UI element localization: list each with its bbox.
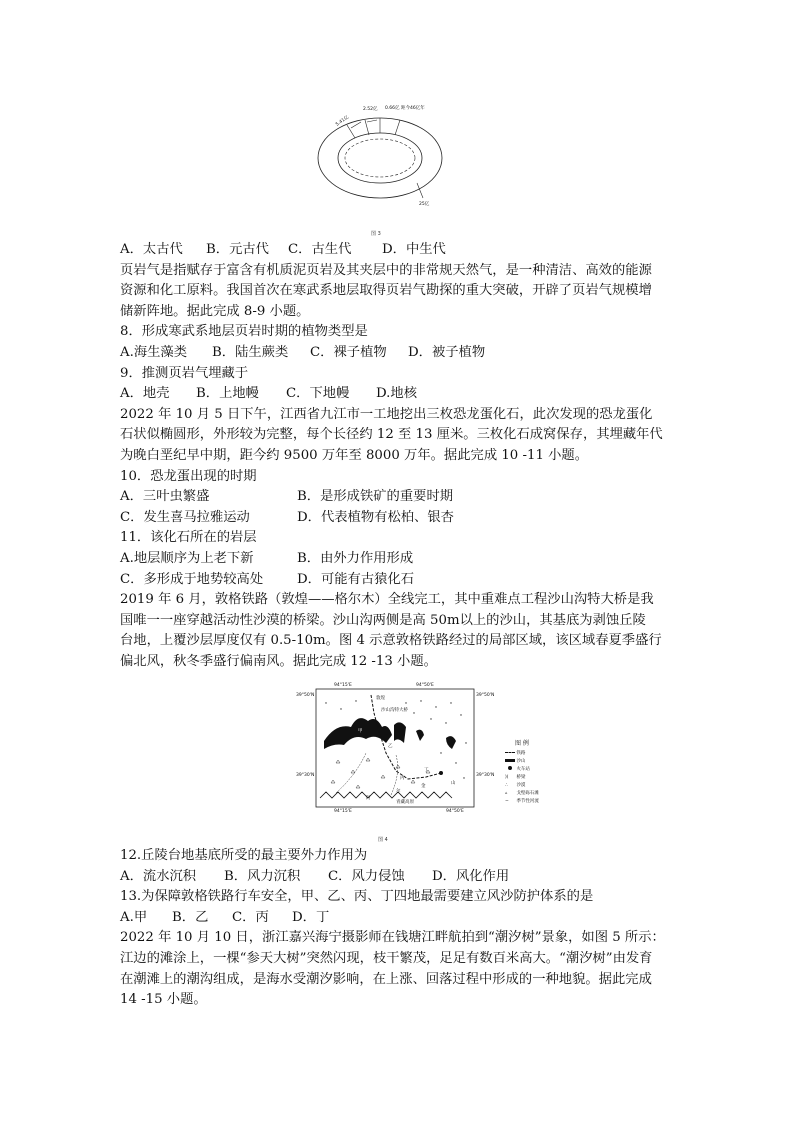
passage-2-line: 为晚白垩纪早中期，距今约 9500 万年至 8000 万年。据此完成 10 -11 小题。 (120, 447, 589, 463)
passage-4-line: 14 -15 小题。 (120, 992, 207, 1008)
q13-option-a[interactable]: A.甲 (120, 909, 148, 925)
place-shan: 山 (451, 781, 456, 786)
marker-jia: 甲 (358, 729, 363, 734)
legend-station: 火车站 (505, 766, 555, 772)
passage-2-line: 2022 年 10 月 5 日下午，江西省九江市一工地挖出三枚恐龙蛋化石，此次发现的恐龙蛋化 (120, 406, 653, 422)
option-d[interactable]: D．中生代 (382, 242, 446, 257)
question-10-options-row1 (120, 487, 690, 508)
marker-yi: 乙 (388, 744, 393, 749)
legend-desert: ∴ 沙漠 (505, 783, 526, 788)
option-a[interactable]: A．太古代 (120, 242, 183, 257)
legend-railway: 铁路 (505, 750, 555, 756)
question-12-options (120, 867, 690, 888)
q11-option-b[interactable]: B．由外力作用形成 (297, 550, 414, 566)
q13-option-b[interactable]: B．乙 (172, 909, 209, 925)
coord-94-15-bottom: 94°15'E (334, 809, 352, 814)
passage-3-line: 偏北风，秋冬季盛行偏南风。据此完成 12 -13 小题。 (120, 653, 437, 669)
q12-option-d[interactable]: D．风化作用 (432, 868, 510, 884)
question-13-options (120, 908, 690, 929)
q11-option-c[interactable]: C．多形成于地势较高处 (120, 571, 264, 587)
prev-question-options (120, 240, 690, 261)
passage-3-line: 台地，上覆沙层厚度仅有 0.5-10m。图 4 示意敦格铁路经过的局部区域，该区域春夏季盛行 (120, 633, 662, 649)
figure-4-legend (505, 738, 555, 804)
figure-4-map (296, 683, 501, 833)
q8-option-a[interactable]: A.海生藻类 (120, 344, 188, 360)
q9-option-a[interactable]: A．地壳 (120, 386, 170, 402)
option-b[interactable]: B．元古代 (206, 242, 269, 257)
q8-option-c[interactable]: C．裸子植物 (310, 344, 387, 360)
q9-option-b[interactable]: B．上地幔 (196, 386, 259, 402)
question-11-options-row2 (120, 570, 690, 591)
legend-bridge: )( 桥梁 (505, 775, 526, 780)
q11-option-a[interactable]: A.地层顺序为上老下新 (120, 550, 254, 566)
question-8-options (120, 343, 690, 364)
place-er: 尔 (396, 789, 401, 794)
q13-option-c[interactable]: C．丙 (232, 909, 269, 925)
coord-94-50: 94°50'E (416, 683, 434, 688)
marker-bing: 丙 (400, 776, 405, 781)
coord-39-30-left: 39°30'N (296, 773, 315, 778)
question-13-stem: 13.为保障敦格铁路行车安全，甲、乙、丙、丁四地最需要建立风沙防护体系的是 (120, 889, 594, 905)
question-11-stem: 11．该化石所在的岩层 (120, 530, 257, 546)
q10-option-a[interactable]: A．三叶虫繁盛 (120, 489, 210, 505)
place-jin: 金 (421, 784, 426, 789)
coord-39-30-right: 39°30'N (476, 773, 495, 778)
figure-3-caption: 图 3 (371, 231, 381, 237)
figure-4-caption: 图 4 (378, 837, 388, 843)
q13-option-d[interactable]: D．丁 (292, 909, 330, 925)
q12-option-c[interactable]: C．风力侵蚀 (328, 868, 405, 884)
question-block-upper (120, 240, 690, 672)
passage-3-line: 国唯一一座穿越活动性沙漠的桥梁。沙山沟两侧是高 50m以上的沙山，其基底为剥蚀丘陵 (120, 612, 646, 628)
place-plateau: 青藏高原 (396, 800, 414, 805)
q10-option-b[interactable]: B．是形成铁矿的重要时期 (297, 489, 454, 505)
legend-gobi: ▵ 戈壁砾石滩 (505, 791, 539, 796)
passage-3-line: 2019 年 6 月，敦格铁路（敦煌——格尔木）全线完工，其中重难点工程沙山沟特大桥是我 (120, 592, 654, 608)
passage-4-line: 2022 年 10 月 10 日，浙江嘉兴海宁摄影师在钱塘江畔航拍到“潮汐树”景象，如图 5 所示： (120, 930, 665, 946)
ring-label-541: 5.41亿 (335, 115, 350, 128)
ring-label-066: 0.66亿 (385, 106, 400, 111)
place-bridge: 沙山沟特大桥 (381, 708, 408, 713)
passage-1-line: 资源和化工原料。我国首次在寒武系地层取得页岩气勘探的重大突破，开辟了页岩气规模增 (120, 283, 652, 299)
coord-39-50-left: 39°50'N (296, 693, 315, 698)
question-10-options-row2 (120, 508, 690, 529)
legend-river: ∼ 季节性河流 (505, 799, 539, 804)
q9-option-d[interactable]: D.地核 (376, 386, 418, 402)
question-9-options (120, 384, 690, 405)
passage-4-line: 在潮滩上的潮沟组成，是海水受潮汐影响，在上涨、回落过程中形成的一种地貌。据此完成 (120, 971, 652, 987)
ring-label-25: 25亿 (419, 202, 430, 207)
q10-option-c[interactable]: C．发生喜马拉雅运动 (120, 509, 250, 525)
question-9-stem: 9．推测页岩气埋藏于 (120, 365, 249, 381)
q8-option-d[interactable]: D．被子植物 (408, 344, 486, 360)
question-12-stem: 12.丘陵台地基底所受的最主要外力作用为 (120, 848, 368, 863)
q12-option-a[interactable]: A．流水沉积 (120, 868, 197, 884)
place-a: 阿 (366, 796, 371, 801)
ring-label-46: 距今46亿年 (401, 106, 425, 111)
question-8-stem: 8．形成寒武系地层页岩时期的植物类型是 (120, 324, 368, 340)
legend-sand-mountain: 沙山 (505, 758, 555, 764)
question-block-lower (120, 846, 690, 1011)
q9-option-c[interactable]: C．下地幔 (286, 386, 350, 402)
q12-option-b[interactable]: B．风力沉积 (224, 868, 301, 884)
marker-ding: 丁 (424, 768, 429, 773)
q8-option-b[interactable]: B．陆生蕨类 (212, 344, 289, 360)
q11-option-d[interactable]: D．可能有古猿化石 (297, 571, 415, 587)
legend-title: 图 例 (515, 740, 529, 747)
option-c[interactable]: C．古生代 (288, 242, 352, 257)
q10-option-d[interactable]: D．代表植物有松柏、银杏 (297, 509, 454, 525)
passage-2-line: 石状似椭圆形，外形较为完整，每个长径约 12 至 13 厘米。三枚化石成窝保存，其埋藏年代 (120, 427, 663, 443)
passage-1-line: 页岩气是指赋存于富含有机质泥页岩及其夹层中的非常规天然气，是一种清洁、高效的能源 (120, 262, 652, 278)
coord-94-15: 94°15'E (334, 683, 352, 688)
question-11-options-row1 (120, 549, 690, 570)
ring-label-252: 2.52亿 (363, 107, 378, 112)
coord-39-50-right: 39°50'N (476, 693, 495, 698)
question-10-stem: 10．恐龙蛋出现的时期 (120, 468, 257, 484)
place-dunhuang: 敦煌 (376, 696, 385, 701)
figure-3-geologic-ring (305, 98, 455, 238)
passage-4-line: 江边的滩涂上，一棵“参天大树”突然闪现，枝干繁茂，足足有数百米高大。“潮汐树”由发育 (120, 950, 653, 966)
coord-94-50-bottom: 94°50'E (446, 809, 464, 814)
passage-1-line: 储新阵地。据此完成 8-9 小题。 (120, 303, 310, 319)
